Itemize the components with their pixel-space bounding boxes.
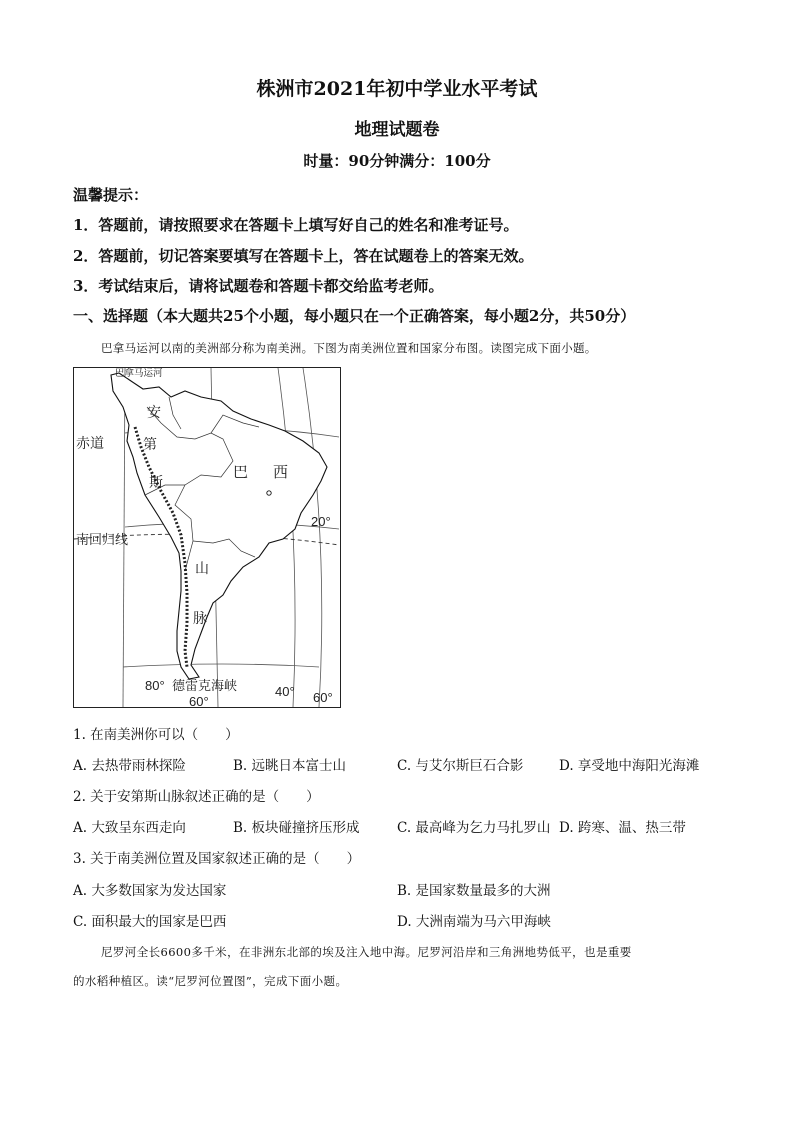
exam-subject: 地理试题卷	[354, 120, 440, 140]
tip-item-1: 1．答题前，请按照要求在答题卡上填写好自己的姓名和准考证号。	[73, 216, 519, 234]
nile-intro-line-2: 的水稻种植区。读“尼罗河位置图”，完成下面小题。	[73, 974, 348, 988]
tip-item-2: 2．答题前，切记答案要填写在答题卡上，答在试题卷上的答案无效。	[73, 247, 534, 265]
andes-label: 安	[147, 404, 161, 420]
longitude-label: 80°	[145, 678, 165, 693]
longitude-label: 40°	[275, 684, 295, 699]
equator-label: 赤道	[76, 435, 104, 451]
longitude-label: 60°	[189, 694, 209, 708]
canal-label: 巴拿马运河	[115, 368, 163, 379]
exam-title: 株洲市2021年初中学业水平考试	[256, 78, 538, 100]
tips-heading: 温馨提示：	[73, 186, 149, 204]
question-3-stem: 3. 关于南美洲位置及国家叙述正确的是（ ）	[73, 851, 361, 867]
map-intro-text: 巴拿马运河以南的美洲部分称为南美洲。下图为南美洲位置和国家分布图。读图完成下面小题。	[101, 341, 597, 355]
question-1-option-d: D. 享受地中海阳光海滩	[559, 758, 700, 774]
question-2-option-b: B. 板块碰撞挤压形成	[233, 820, 360, 836]
question-3-option-d: D. 大洲南端为马六甲海峡	[397, 914, 551, 930]
andes-label: 脉	[193, 610, 207, 626]
south-america-map	[73, 367, 341, 708]
section-heading: 一、选择题（本大题共25个小题，每小题只在一个正确答案，每小题2分，共50分）	[73, 307, 636, 325]
question-2-stem: 2. 关于安第斯山脉叙述正确的是（ ）	[73, 789, 320, 805]
drake-passage-label: 德雷克海峡	[172, 678, 238, 693]
question-2-option-d: D. 跨寒、温、热三带	[559, 820, 686, 836]
brazil-label: 巴	[233, 464, 249, 481]
question-1-option-a: A. 去热带雨林探险	[73, 758, 186, 774]
andes-label: 山	[195, 560, 209, 576]
question-3-option-b: B. 是国家数量最多的大洲	[397, 883, 551, 899]
nile-intro-line-1: 尼罗河全长6600多千米，在非洲东北部的埃及注入地中海。尼罗河沿岸和三角洲地势低平，也是重要	[101, 945, 632, 959]
question-3-option-a: A. 大多数国家为发达国家	[73, 883, 227, 899]
longitude-label: 60°	[313, 690, 333, 705]
exam-time-info: 时量：90分钟满分：100分	[303, 152, 491, 170]
tip-item-3: 3．考试结束后，请将试题卷和答题卡都交给监考老师。	[73, 277, 444, 295]
question-1-option-b: B. 远眺日本富士山	[233, 758, 347, 774]
question-1-stem: 1. 在南美洲你可以（ ）	[73, 727, 239, 743]
question-3-option-c: C. 面积最大的国家是巴西	[73, 914, 227, 930]
andes-label: 第	[143, 436, 157, 452]
brazil-label: 西	[273, 464, 289, 481]
question-2-option-a: A. 大致呈东西走向	[73, 820, 186, 836]
question-1-option-c: C. 与艾尔斯巨石合影	[397, 758, 524, 774]
question-2-option-c: C. 最高峰为乞力马扎罗山	[397, 820, 551, 836]
andes-label: 斯	[149, 474, 163, 490]
tropic-label: 南回归线	[76, 532, 129, 547]
latitude-label: 20°	[311, 514, 331, 529]
